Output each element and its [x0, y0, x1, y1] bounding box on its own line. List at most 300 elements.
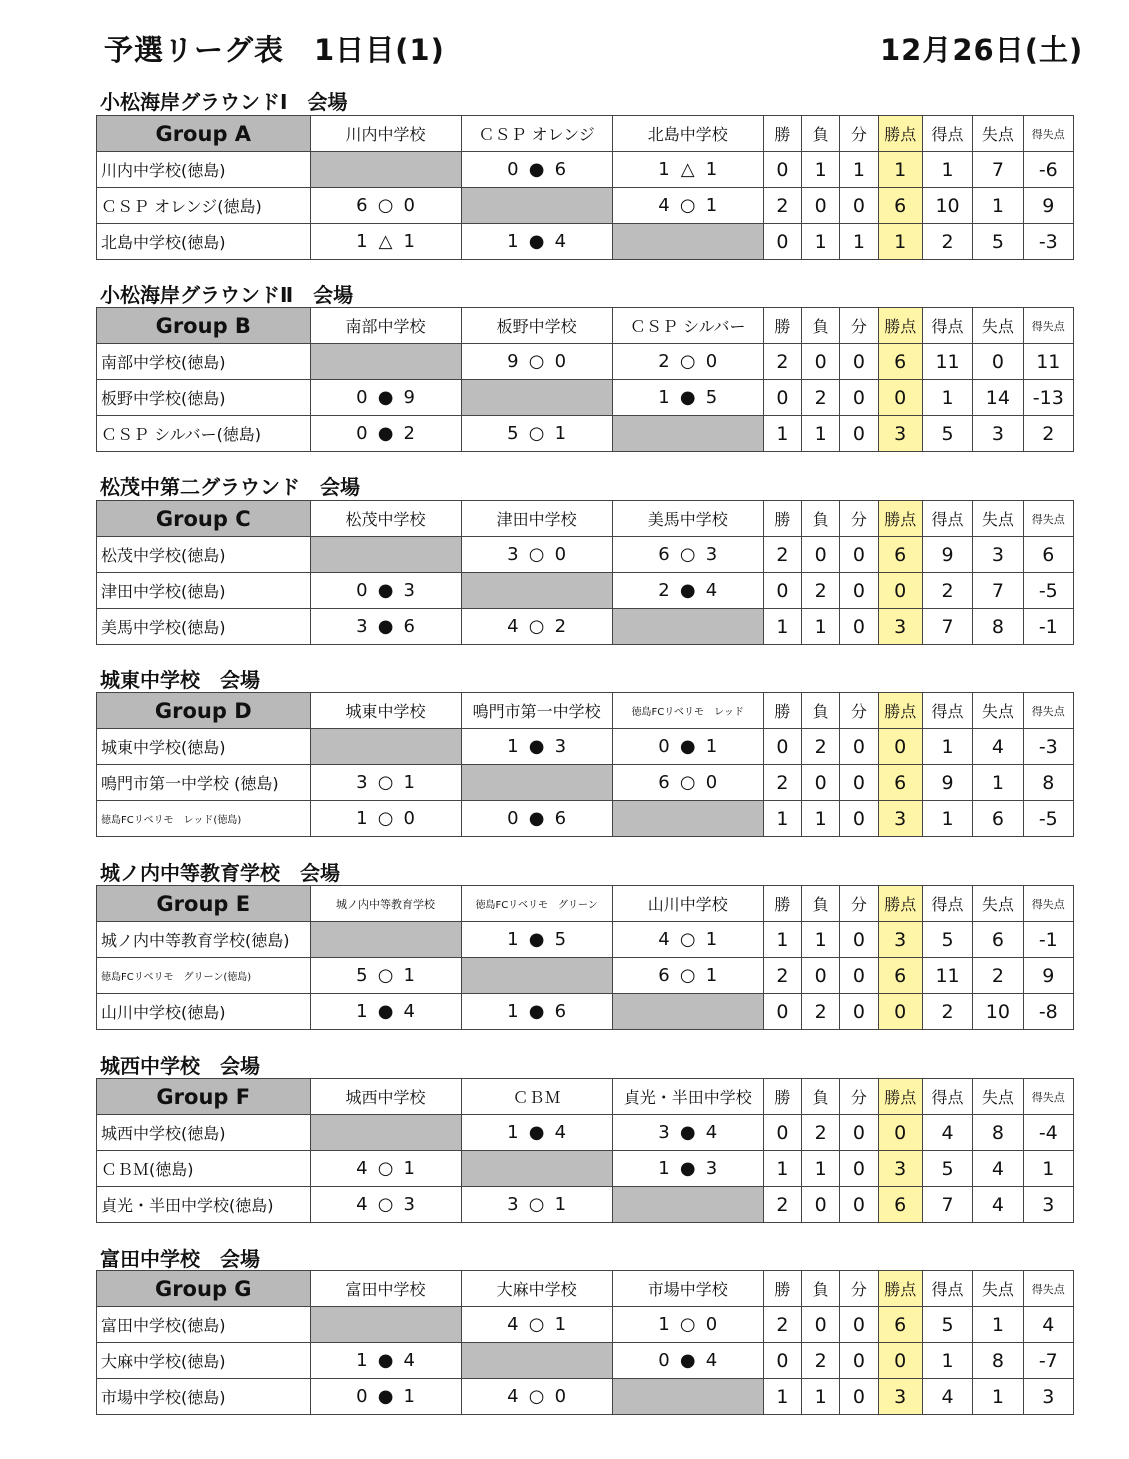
- stat-value: 2: [973, 958, 1023, 994]
- column-team-header: 津田中学校: [461, 501, 612, 537]
- result-cell: [310, 765, 461, 801]
- league-table: [96, 692, 1074, 837]
- score-against: 1: [403, 965, 415, 986]
- score-for: 1: [658, 159, 670, 180]
- stat-header: 失点: [973, 693, 1023, 729]
- venue-title: 小松海岸グラウンドⅠ 会場: [100, 90, 348, 114]
- blank-cell: [612, 994, 763, 1030]
- score-for: 9: [507, 351, 519, 372]
- score-against: 1: [705, 195, 718, 216]
- result-cell: [310, 573, 461, 609]
- result-cell: [612, 922, 763, 958]
- row-team-name: 富田中学校(徳島): [97, 1307, 311, 1343]
- league-table: [96, 500, 1074, 645]
- stat-value: 1: [922, 1343, 972, 1379]
- result-mark: ●: [528, 231, 545, 252]
- stat-value: 3: [973, 416, 1023, 452]
- stat-value: 1: [1023, 1151, 1073, 1187]
- match-result: [338, 195, 434, 216]
- match-result: [489, 1386, 585, 1407]
- score-against: 0: [554, 351, 567, 372]
- match-result: [640, 965, 736, 986]
- match-result: [338, 1386, 434, 1407]
- stat-value: 6: [1023, 537, 1073, 573]
- stat-header: 勝点: [878, 693, 922, 729]
- column-team-header: ＣＳＰ シルバー: [612, 308, 763, 344]
- stat-value: 0: [763, 729, 801, 765]
- stat-header: 得失点: [1023, 886, 1073, 922]
- stat-value: 7: [922, 1187, 972, 1223]
- match-result: [489, 351, 585, 372]
- stat-value: 1: [802, 922, 840, 958]
- score-against: 5: [705, 387, 718, 408]
- blank-cell: [310, 1307, 461, 1343]
- column-team-header: 北島中学校: [612, 116, 763, 152]
- column-team-header: 徳島FCリベリモ グリーン: [461, 886, 612, 922]
- blank-cell: [310, 729, 461, 765]
- stat-header: 得失点: [1023, 116, 1073, 152]
- stat-value: 0: [763, 380, 801, 416]
- score-for: 1: [507, 736, 519, 757]
- score-for: 0: [356, 1386, 368, 1407]
- column-team-header: 市場中学校: [612, 1271, 763, 1307]
- stat-value: 1: [763, 1379, 801, 1415]
- score-for: 2: [658, 580, 670, 601]
- result-mark: ○: [528, 423, 545, 444]
- score-against: 5: [554, 929, 567, 950]
- venue-title: 城西中学校 会場: [100, 1054, 260, 1078]
- score-for: 0: [356, 580, 368, 601]
- stat-header: 勝: [763, 693, 801, 729]
- score-against: 1: [403, 231, 415, 252]
- score-against: 3: [554, 736, 567, 757]
- match-result: [489, 423, 585, 444]
- stat-value: 0: [840, 1379, 878, 1415]
- stat-value: 3: [973, 537, 1023, 573]
- stat-value: 2: [802, 994, 840, 1030]
- stat-header: 勝: [763, 308, 801, 344]
- row-team-name: 徳島FCリベリモ レッド(徳島): [97, 801, 311, 837]
- stat-header: 分: [840, 886, 878, 922]
- score-against: 1: [554, 423, 567, 444]
- stat-value: 0: [840, 1187, 878, 1223]
- stat-value: 0: [802, 1187, 840, 1223]
- match-result: [338, 387, 434, 408]
- match-result: [640, 929, 736, 950]
- result-mark: ●: [377, 1386, 394, 1407]
- league-table: [96, 307, 1074, 452]
- result-cell: [461, 729, 612, 765]
- score-for: 6: [658, 544, 670, 565]
- blank-cell: [461, 958, 612, 994]
- group-name: Group G: [97, 1271, 311, 1307]
- stat-value: 0: [763, 1343, 801, 1379]
- match-result: [338, 423, 434, 444]
- result-cell: [612, 380, 763, 416]
- score-for: 4: [658, 195, 670, 216]
- stat-header: 得失点: [1023, 308, 1073, 344]
- score-against: 9: [403, 387, 415, 408]
- match-result: [640, 1350, 736, 1371]
- score-against: 1: [403, 1386, 415, 1407]
- stat-header: 分: [840, 308, 878, 344]
- stat-value: 4: [1023, 1307, 1073, 1343]
- stat-value: 0: [840, 188, 878, 224]
- stat-value: 6: [878, 958, 922, 994]
- column-team-header: 大麻中学校: [461, 1271, 612, 1307]
- table-row: [97, 1151, 1074, 1187]
- score-against: 0: [705, 1314, 718, 1335]
- stat-header: 得点: [922, 693, 972, 729]
- stat-header: 勝点: [878, 116, 922, 152]
- result-mark: ●: [679, 1158, 696, 1179]
- result-cell: [310, 609, 461, 645]
- result-cell: [461, 994, 612, 1030]
- match-result: [640, 580, 736, 601]
- stat-value: -6: [1023, 152, 1073, 188]
- stat-value: 1: [802, 152, 840, 188]
- result-mark: ●: [528, 159, 545, 180]
- result-cell: [612, 1307, 763, 1343]
- score-for: 4: [356, 1194, 368, 1215]
- stat-header: 得失点: [1023, 1271, 1073, 1307]
- score-against: 4: [705, 1350, 718, 1371]
- match-result: [489, 544, 585, 565]
- stat-value: 0: [763, 1115, 801, 1151]
- column-team-header: 城ノ内中等教育学校: [310, 886, 461, 922]
- stat-header: 分: [840, 693, 878, 729]
- stat-header: 得点: [922, 308, 972, 344]
- table-row: [97, 380, 1074, 416]
- score-against: 6: [403, 616, 415, 637]
- score-for: 0: [507, 159, 519, 180]
- stat-value: 8: [1023, 765, 1073, 801]
- score-for: 1: [658, 387, 670, 408]
- column-team-header: 板野中学校: [461, 308, 612, 344]
- stat-value: 0: [840, 994, 878, 1030]
- row-team-name: ＣＳＰ オレンジ(徳島): [97, 188, 311, 224]
- result-cell: [461, 152, 612, 188]
- stat-value: 5: [922, 1151, 972, 1187]
- stat-header: 負: [802, 886, 840, 922]
- match-result: [489, 231, 585, 252]
- stat-value: 2: [802, 380, 840, 416]
- match-result: [640, 1158, 736, 1179]
- stat-value: 0: [840, 573, 878, 609]
- score-against: 4: [705, 580, 718, 601]
- group-name: Group E: [97, 886, 311, 922]
- score-for: 3: [507, 1194, 519, 1215]
- table-row: [97, 1307, 1074, 1343]
- stat-value: 1: [922, 152, 972, 188]
- result-mark: ●: [679, 387, 696, 408]
- table-row: [97, 1343, 1074, 1379]
- stat-value: 3: [878, 416, 922, 452]
- stat-value: 2: [802, 729, 840, 765]
- header-row: [97, 308, 1074, 344]
- score-for: 4: [507, 1314, 519, 1335]
- stat-header: 負: [802, 501, 840, 537]
- row-team-name: 美馬中学校(徳島): [97, 609, 311, 645]
- stat-value: 3: [878, 922, 922, 958]
- result-cell: [310, 1187, 461, 1223]
- stat-value: 1: [922, 729, 972, 765]
- stat-value: 2: [763, 765, 801, 801]
- stat-header: 勝: [763, 1079, 801, 1115]
- league-table: [96, 1270, 1074, 1415]
- league-table: [96, 115, 1074, 260]
- score-against: 4: [554, 231, 567, 252]
- stat-value: 9: [922, 765, 972, 801]
- stat-value: -1: [1023, 922, 1073, 958]
- stat-value: 0: [763, 994, 801, 1030]
- stat-value: 2: [763, 1307, 801, 1343]
- stat-value: 2: [1023, 416, 1073, 452]
- score-against: 6: [554, 808, 567, 829]
- stat-value: 1: [878, 152, 922, 188]
- score-for: 2: [658, 351, 670, 372]
- stat-value: 1: [973, 1379, 1023, 1415]
- blank-cell: [310, 922, 461, 958]
- stat-header: 失点: [973, 116, 1023, 152]
- row-team-name: ＣＳＰ シルバー(徳島): [97, 416, 311, 452]
- match-result: [640, 1122, 736, 1143]
- score-against: 4: [705, 1122, 718, 1143]
- result-cell: [461, 1115, 612, 1151]
- row-team-name: 津田中学校(徳島): [97, 573, 311, 609]
- blank-cell: [461, 573, 612, 609]
- match-result: [640, 544, 736, 565]
- venue-title: 松茂中第二グラウンド 会場: [100, 475, 360, 499]
- table-row: [97, 765, 1074, 801]
- header-row: [97, 693, 1074, 729]
- blank-cell: [310, 1115, 461, 1151]
- blank-cell: [310, 152, 461, 188]
- group-name: Group C: [97, 501, 311, 537]
- stat-value: 1: [802, 609, 840, 645]
- stat-value: 4: [922, 1115, 972, 1151]
- stat-value: 0: [878, 573, 922, 609]
- score-for: 4: [356, 1158, 368, 1179]
- result-cell: [310, 224, 461, 260]
- result-mark: ○: [377, 808, 394, 829]
- score-for: 1: [507, 1001, 519, 1022]
- venue-title: 富田中学校 会場: [100, 1247, 260, 1271]
- stat-value: -3: [1023, 729, 1073, 765]
- match-result: [489, 616, 585, 637]
- stat-value: 0: [840, 416, 878, 452]
- stat-value: 6: [878, 537, 922, 573]
- score-for: 1: [507, 231, 519, 252]
- result-mark: ○: [528, 616, 545, 637]
- column-team-header: 貞光・半田中学校: [612, 1079, 763, 1115]
- stat-value: 8: [973, 1115, 1023, 1151]
- table-row: [97, 537, 1074, 573]
- stat-value: 1: [763, 416, 801, 452]
- result-mark: ○: [679, 351, 696, 372]
- match-result: [338, 1158, 434, 1179]
- result-cell: [612, 573, 763, 609]
- result-cell: [612, 537, 763, 573]
- page-title: 予選リーグ表 1日目(1): [104, 33, 445, 67]
- header-row: [97, 1079, 1074, 1115]
- blank-cell: [612, 1187, 763, 1223]
- result-mark: ○: [679, 965, 696, 986]
- stat-value: 0: [878, 994, 922, 1030]
- stat-value: 4: [973, 1151, 1023, 1187]
- match-result: [640, 351, 736, 372]
- result-mark: ●: [377, 616, 394, 637]
- blank-cell: [310, 344, 461, 380]
- score-against: 1: [705, 929, 718, 950]
- score-for: 3: [507, 544, 519, 565]
- match-result: [338, 1350, 434, 1371]
- stat-header: 分: [840, 501, 878, 537]
- row-team-name: 市場中学校(徳島): [97, 1379, 311, 1415]
- stat-value: 3: [1023, 1187, 1073, 1223]
- stat-header: 勝点: [878, 1271, 922, 1307]
- stat-value: 0: [802, 188, 840, 224]
- result-mark: ●: [377, 387, 394, 408]
- score-against: 3: [705, 544, 718, 565]
- match-result: [640, 387, 736, 408]
- stat-value: 2: [763, 1187, 801, 1223]
- stat-value: 2: [922, 224, 972, 260]
- stat-header: 失点: [973, 886, 1023, 922]
- result-cell: [612, 188, 763, 224]
- score-for: 0: [507, 808, 519, 829]
- result-cell: [461, 224, 612, 260]
- match-result: [338, 616, 434, 637]
- result-mark: △: [680, 159, 695, 180]
- result-cell: [310, 188, 461, 224]
- row-team-name: ＣＢＭ(徳島): [97, 1151, 311, 1187]
- column-team-header: 城西中学校: [310, 1079, 461, 1115]
- stat-header: 勝: [763, 886, 801, 922]
- column-team-header: 山川中学校: [612, 886, 763, 922]
- score-against: 4: [554, 1122, 567, 1143]
- score-against: 2: [554, 616, 567, 637]
- score-for: 0: [356, 387, 368, 408]
- stat-value: 0: [878, 1343, 922, 1379]
- stat-value: 0: [840, 958, 878, 994]
- group-name: Group B: [97, 308, 311, 344]
- result-mark: ○: [377, 965, 394, 986]
- table-row: [97, 801, 1074, 837]
- result-mark: ○: [528, 351, 545, 372]
- table-row: [97, 344, 1074, 380]
- row-team-name: 川内中学校(徳島): [97, 152, 311, 188]
- stat-header: 分: [840, 1271, 878, 1307]
- stat-value: 0: [840, 1343, 878, 1379]
- stat-header: 勝: [763, 116, 801, 152]
- column-team-header: 南部中学校: [310, 308, 461, 344]
- stat-value: -1: [1023, 609, 1073, 645]
- stat-value: 1: [763, 922, 801, 958]
- match-result: [640, 736, 736, 757]
- blank-cell: [310, 537, 461, 573]
- result-cell: [310, 994, 461, 1030]
- stat-value: 6: [878, 344, 922, 380]
- stat-value: 6: [878, 1187, 922, 1223]
- result-cell: [310, 958, 461, 994]
- row-team-name: 城西中学校(徳島): [97, 1115, 311, 1151]
- stat-value: 2: [922, 994, 972, 1030]
- blank-cell: [461, 188, 612, 224]
- score-for: 3: [356, 616, 368, 637]
- result-mark: ●: [679, 580, 696, 601]
- blank-cell: [461, 1151, 612, 1187]
- stat-header: 勝点: [878, 1079, 922, 1115]
- score-against: 1: [403, 772, 415, 793]
- score-against: 1: [403, 1158, 415, 1179]
- stat-header: 得点: [922, 116, 972, 152]
- result-cell: [310, 1343, 461, 1379]
- row-team-name: 大麻中学校(徳島): [97, 1343, 311, 1379]
- stat-value: 0: [763, 152, 801, 188]
- result-cell: [461, 344, 612, 380]
- stat-value: 1: [973, 1307, 1023, 1343]
- table-row: [97, 609, 1074, 645]
- stat-value: 0: [802, 765, 840, 801]
- stat-value: 4: [922, 1379, 972, 1415]
- score-against: 0: [705, 772, 718, 793]
- stat-header: 負: [802, 1079, 840, 1115]
- column-team-header: 川内中学校: [310, 116, 461, 152]
- score-against: 4: [403, 1350, 415, 1371]
- group-name: Group D: [97, 693, 311, 729]
- stat-header: 得失点: [1023, 1079, 1073, 1115]
- stat-value: 0: [802, 344, 840, 380]
- result-mark: ○: [528, 1386, 545, 1407]
- result-mark: ●: [528, 1001, 545, 1022]
- stat-value: 0: [840, 922, 878, 958]
- stat-value: 1: [922, 801, 972, 837]
- stat-header: 得点: [922, 501, 972, 537]
- stat-value: 0: [840, 380, 878, 416]
- score-against: 0: [554, 1386, 567, 1407]
- score-for: 4: [507, 1386, 519, 1407]
- blank-cell: [612, 224, 763, 260]
- column-team-header: 富田中学校: [310, 1271, 461, 1307]
- stat-value: 1: [802, 801, 840, 837]
- stat-header: 勝点: [878, 886, 922, 922]
- stat-value: 8: [973, 609, 1023, 645]
- stat-value: 2: [802, 1115, 840, 1151]
- result-mark: ●: [679, 1122, 696, 1143]
- league-table: [96, 885, 1074, 1030]
- stat-header: 失点: [973, 501, 1023, 537]
- stat-value: 2: [802, 573, 840, 609]
- blank-cell: [461, 765, 612, 801]
- match-result: [640, 159, 736, 180]
- match-result: [489, 1122, 585, 1143]
- stat-value: 7: [922, 609, 972, 645]
- blank-cell: [461, 1343, 612, 1379]
- row-team-name: 松茂中学校(徳島): [97, 537, 311, 573]
- table-row: [97, 416, 1074, 452]
- table-row: [97, 573, 1074, 609]
- row-team-name: 板野中学校(徳島): [97, 380, 311, 416]
- result-cell: [461, 416, 612, 452]
- score-against: 3: [705, 1158, 718, 1179]
- row-team-name: 城ノ内中等教育学校(徳島): [97, 922, 311, 958]
- result-cell: [612, 1343, 763, 1379]
- header-row: [97, 116, 1074, 152]
- row-team-name: 鳴門市第一中学校 (徳島): [97, 765, 311, 801]
- blank-cell: [612, 609, 763, 645]
- stat-value: 1: [802, 224, 840, 260]
